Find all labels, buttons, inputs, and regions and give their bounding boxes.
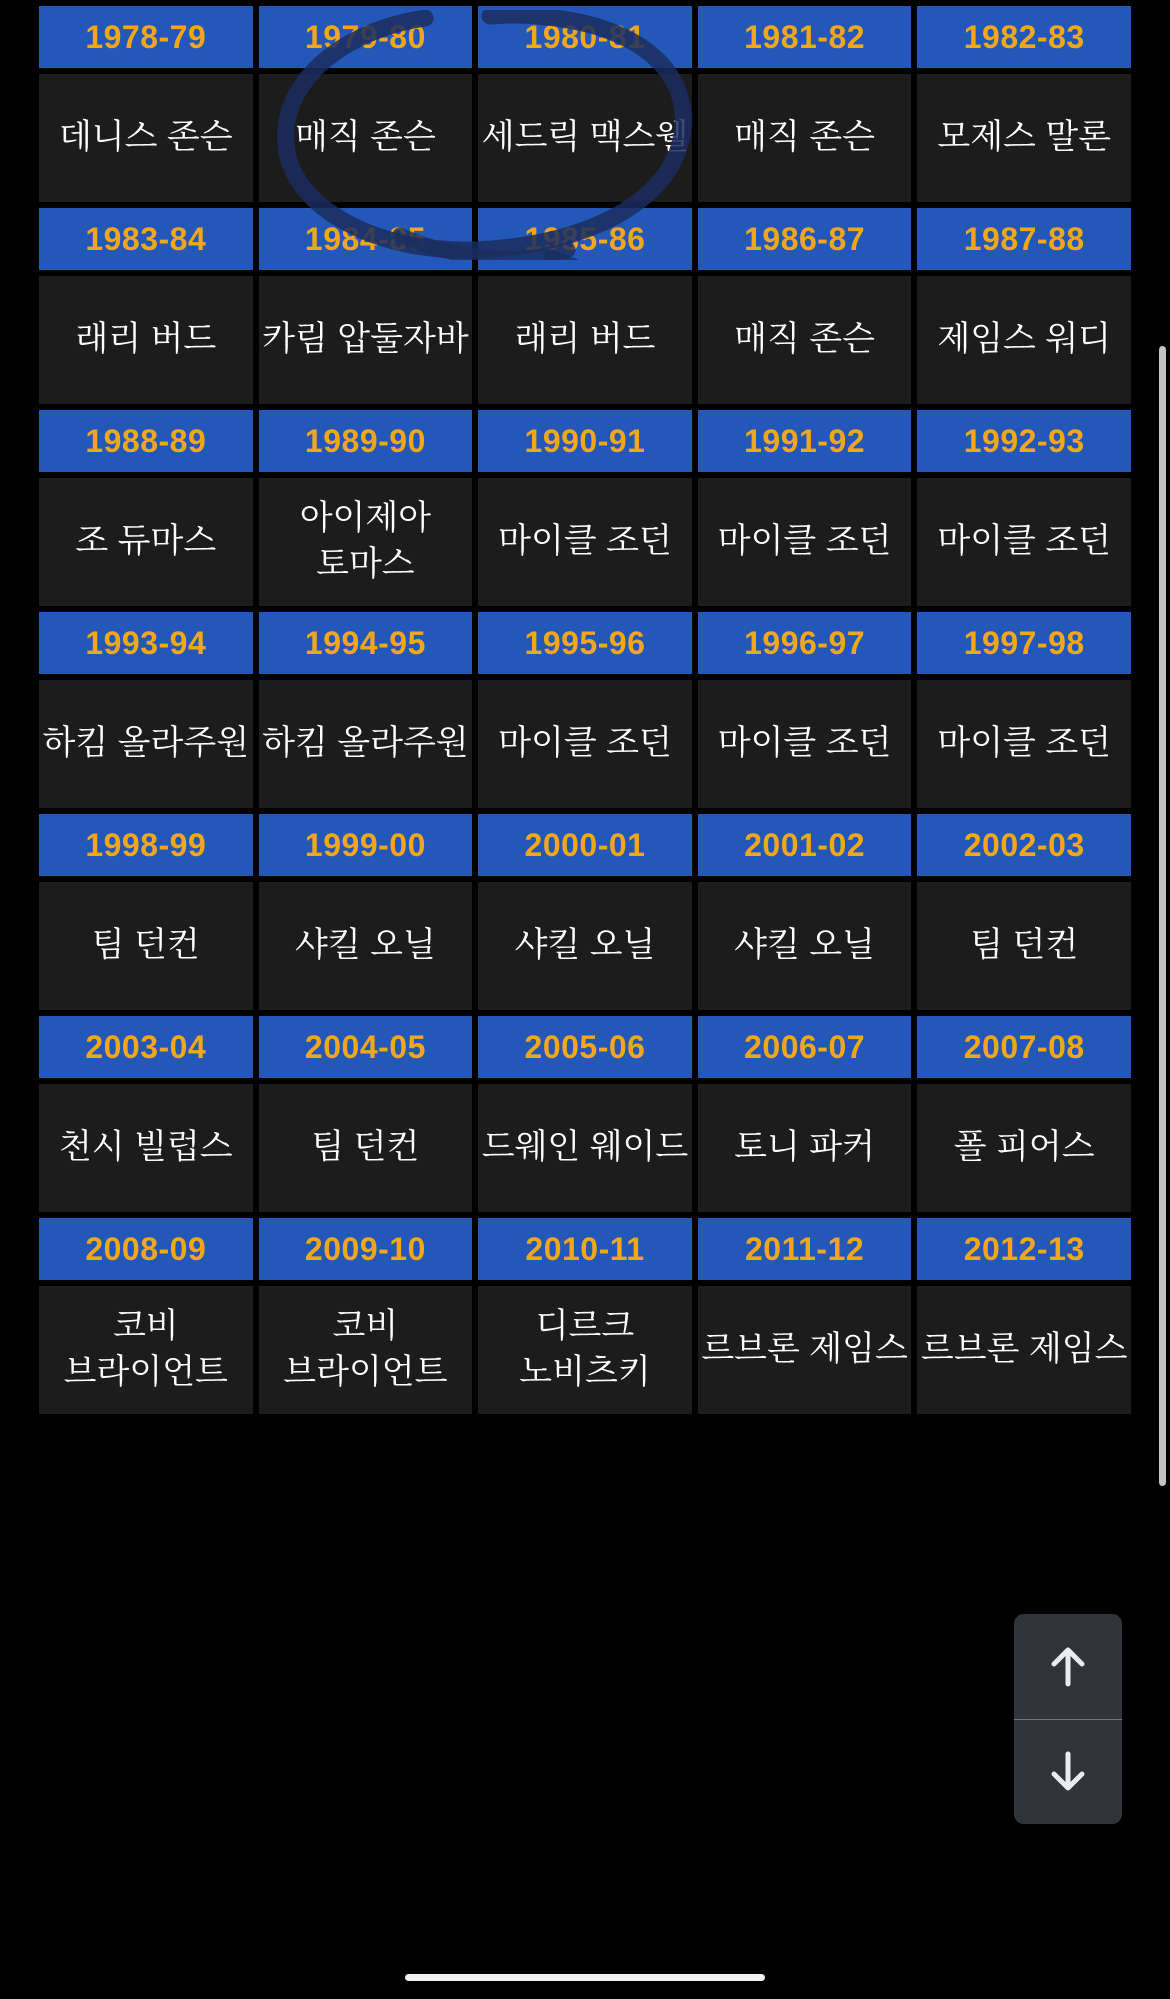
player-cell <box>39 1084 253 1212</box>
player-cell <box>259 74 473 202</box>
player-name: 데니스 존슨 <box>58 118 233 157</box>
player-cell <box>917 680 1131 808</box>
table-row <box>39 814 1131 876</box>
season-cell <box>917 6 1131 68</box>
player-cell <box>259 882 473 1010</box>
player-name: 샤킬 오닐 <box>734 926 875 965</box>
season-label: 1986-87 <box>744 221 866 257</box>
player-cell <box>39 882 253 1010</box>
season-cell <box>39 814 253 876</box>
scroll-down-button[interactable] <box>1014 1719 1122 1825</box>
table-row <box>39 680 1131 808</box>
table-row <box>39 612 1131 674</box>
table-row <box>39 1084 1131 1212</box>
player-cell <box>39 478 253 606</box>
player-cell <box>917 1084 1131 1212</box>
table-row <box>39 1286 1131 1414</box>
finals-mvp-table-container[interactable] <box>33 0 1137 1999</box>
player-cell <box>698 680 912 808</box>
season-label: 1983-84 <box>85 221 207 257</box>
season-cell <box>917 1218 1131 1280</box>
season-label: 2002-03 <box>963 827 1085 863</box>
season-cell <box>259 814 473 876</box>
table-row <box>39 74 1131 202</box>
player-cell <box>917 74 1131 202</box>
player-name: 천시 빌럽스 <box>58 1128 233 1167</box>
season-label: 1987-88 <box>963 221 1085 257</box>
season-label: 2006-07 <box>744 1029 866 1065</box>
player-name: 세드릭 맥스웰 <box>481 118 689 157</box>
player-name: 하킴 올라주원 <box>42 724 250 763</box>
player-cell <box>259 1286 473 1414</box>
player-name: 제임스 워디 <box>937 320 1112 359</box>
season-label: 2012-13 <box>963 1231 1085 1267</box>
player-cell <box>39 1286 253 1414</box>
player-cell <box>259 478 473 606</box>
season-label: 1989-90 <box>304 423 426 459</box>
season-label: 1978-79 <box>85 19 207 55</box>
season-cell <box>259 410 473 472</box>
season-cell <box>478 410 692 472</box>
player-name: 팀 던컨 <box>311 1128 420 1167</box>
player-name: 코비 브라이언트 <box>283 1307 448 1391</box>
season-label: 1980-81 <box>524 19 646 55</box>
season-cell <box>478 1016 692 1078</box>
season-cell <box>698 410 912 472</box>
player-name: 모제스 말론 <box>937 118 1112 157</box>
player-name: 샤킬 오닐 <box>514 926 656 965</box>
season-cell <box>39 1016 253 1078</box>
player-cell <box>917 276 1131 404</box>
player-cell <box>698 882 912 1010</box>
season-cell <box>478 1218 692 1280</box>
player-name: 마이클 조던 <box>717 724 892 763</box>
finals-mvp-table <box>33 0 1137 1420</box>
season-cell <box>917 208 1131 270</box>
player-name: 매직 존슨 <box>294 118 436 157</box>
table-row <box>39 1016 1131 1078</box>
player-cell <box>39 276 253 404</box>
player-name: 래리 버드 <box>514 320 656 359</box>
season-label: 1993-94 <box>85 625 207 661</box>
season-cell <box>478 208 692 270</box>
season-cell <box>259 208 473 270</box>
player-name: 마이클 조던 <box>498 724 672 763</box>
player-name: 아이제아 토마스 <box>299 499 432 583</box>
player-cell <box>478 276 692 404</box>
season-label: 1990-91 <box>524 423 646 459</box>
season-label: 2001-02 <box>744 827 866 863</box>
season-cell <box>39 6 253 68</box>
season-label: 1998-99 <box>85 827 207 863</box>
season-label: 1995-96 <box>524 625 646 661</box>
player-name: 하킴 올라주원 <box>262 724 469 763</box>
season-label: 1988-89 <box>85 423 207 459</box>
player-cell <box>917 1286 1131 1414</box>
player-cell <box>478 74 692 202</box>
player-cell <box>478 478 692 606</box>
season-cell <box>698 1218 912 1280</box>
player-cell <box>259 680 473 808</box>
season-cell <box>698 612 912 674</box>
season-cell <box>478 814 692 876</box>
scroll-up-button[interactable] <box>1014 1614 1122 1719</box>
season-cell <box>259 1218 473 1280</box>
player-name: 샤킬 오닐 <box>294 926 436 965</box>
player-cell <box>917 882 1131 1010</box>
season-label: 1985-86 <box>524 221 646 257</box>
player-cell <box>698 74 912 202</box>
season-label: 1994-95 <box>304 625 426 661</box>
player-cell <box>478 680 692 808</box>
season-label: 2008-09 <box>85 1231 207 1267</box>
table-row <box>39 276 1131 404</box>
season-cell <box>698 814 912 876</box>
season-label: 2003-04 <box>85 1029 207 1065</box>
player-name: 마이클 조던 <box>717 522 892 561</box>
table-row <box>39 1218 1131 1280</box>
season-label: 2005-06 <box>524 1029 646 1065</box>
player-cell <box>698 1084 912 1212</box>
table-row <box>39 882 1131 1010</box>
season-cell <box>39 208 253 270</box>
season-label: 1981-82 <box>744 19 866 55</box>
player-cell <box>39 74 253 202</box>
player-cell <box>698 276 912 404</box>
player-name: 디르크 노비츠키 <box>519 1307 651 1391</box>
player-name: 매직 존슨 <box>734 320 875 359</box>
player-cell <box>698 478 912 606</box>
season-label: 1984-85 <box>304 221 426 257</box>
player-name: 마이클 조던 <box>937 522 1112 561</box>
player-name: 매직 존슨 <box>734 118 875 157</box>
table-row <box>39 208 1131 270</box>
player-name: 래리 버드 <box>75 320 217 359</box>
season-label: 1996-97 <box>744 625 866 661</box>
player-name: 팀 던컨 <box>970 926 1079 965</box>
season-label: 2004-05 <box>304 1029 426 1065</box>
season-cell <box>39 410 253 472</box>
arrow-up-icon <box>1040 1638 1096 1694</box>
season-cell <box>478 6 692 68</box>
table-row <box>39 6 1131 68</box>
season-cell <box>259 1016 473 1078</box>
player-cell <box>259 1084 473 1212</box>
player-cell <box>698 1286 912 1414</box>
season-cell <box>917 612 1131 674</box>
table-body <box>39 6 1131 1414</box>
season-cell <box>39 612 253 674</box>
system-navigation-bar <box>0 1955 1170 1999</box>
table-row <box>39 410 1131 472</box>
player-name: 팀 던컨 <box>91 926 200 965</box>
home-indicator[interactable] <box>405 1974 765 1981</box>
player-name: 르브론 제임스 <box>920 1330 1128 1369</box>
player-cell <box>917 478 1131 606</box>
season-cell <box>259 6 473 68</box>
season-label: 1997-98 <box>963 625 1085 661</box>
season-label: 2007-08 <box>963 1029 1085 1065</box>
player-name: 카림 압둘자바 <box>262 320 469 359</box>
season-cell <box>478 612 692 674</box>
season-label: 1992-93 <box>963 423 1085 459</box>
season-label: 2010-11 <box>525 1231 645 1267</box>
season-label: 1979-80 <box>304 19 426 55</box>
player-name: 마이클 조던 <box>937 724 1112 763</box>
season-cell <box>698 6 912 68</box>
season-label: 1991-92 <box>744 423 866 459</box>
player-cell <box>259 276 473 404</box>
player-cell <box>478 1084 692 1212</box>
vertical-scrollbar[interactable] <box>1159 346 1166 1486</box>
arrow-down-icon <box>1040 1744 1096 1800</box>
season-cell <box>259 612 473 674</box>
scroll-buttons-overlay[interactable] <box>1014 1614 1122 1824</box>
season-cell <box>917 1016 1131 1078</box>
table-row <box>39 478 1131 606</box>
season-label: 2011-12 <box>744 1231 865 1267</box>
player-name: 토니 파커 <box>734 1128 875 1167</box>
player-name: 드웨인 웨이드 <box>481 1128 689 1167</box>
season-label: 1999-00 <box>304 827 426 863</box>
season-cell <box>917 410 1131 472</box>
player-name: 폴 피어스 <box>953 1128 1095 1167</box>
season-cell <box>698 1016 912 1078</box>
player-name: 코비 브라이언트 <box>63 1307 228 1391</box>
player-cell <box>478 882 692 1010</box>
season-label: 1982-83 <box>963 19 1085 55</box>
player-name: 르브론 제임스 <box>701 1330 908 1369</box>
player-name: 조 듀마스 <box>75 522 217 561</box>
season-cell <box>39 1218 253 1280</box>
season-cell <box>917 814 1131 876</box>
season-cell <box>698 208 912 270</box>
player-cell <box>39 680 253 808</box>
player-name: 마이클 조던 <box>498 522 672 561</box>
season-label: 2000-01 <box>524 827 646 863</box>
player-cell <box>478 1286 692 1414</box>
season-label: 2009-10 <box>304 1231 426 1267</box>
